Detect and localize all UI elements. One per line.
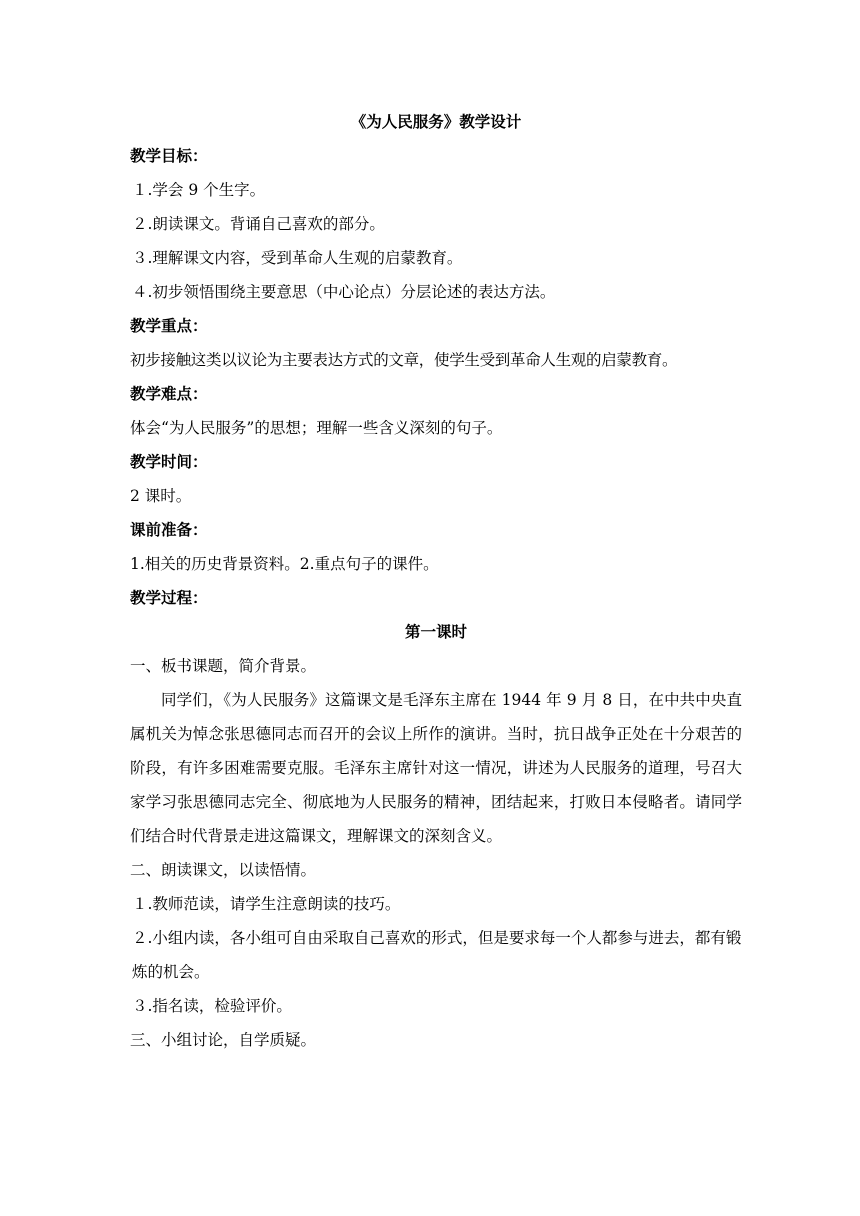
time-heading: 教学时间：: [130, 453, 208, 471]
section2-item-2: ２.小组内读，各小组可自由采取自己喜欢的形式，但是要求每一个人都参与进去，都有锻炼的机会。: [132, 929, 742, 981]
section1-paragraph: 同学们，《为人民服务》这篇课文是毛泽东主席在 1944 年 9 月 8 日，在中共中央直属机关为悼念张思德同志而召开的会议上所作的演讲。当时，抗日战争正处在十分艰苦的阶段，有许多困难需要克服。毛泽东主席针对这一情况，讲述为人民服务的道理，号召大家学习张思德同志完全、彻底地为人民服务的精神，团结起来，打败日本侵略者。请同学们结合时代背景走进这篇课文，理解课文的深刻含义。: [130, 691, 742, 845]
document-page: [130, 105, 742, 1057]
section2-item-3: ３.指名读，检验评价。: [132, 997, 292, 1015]
time-text: 2 课时。: [130, 487, 192, 505]
goals-heading: 教学目标：: [130, 147, 208, 165]
goal-item-4: ４.初步领悟围绕主要意思（中心论点）分层论述的表达方法。: [132, 283, 556, 301]
document-title: 《为人民服务》教学设计: [350, 113, 522, 131]
preparation-text: 1.相关的历史背景资料。2.重点句子的课件。: [130, 555, 439, 573]
difficulties-heading: 教学难点：: [130, 385, 208, 403]
difficulties-text: 体会“为人民服务”的思想；理解一些含义深刻的句子。: [130, 419, 503, 437]
key-points-heading: 教学重点：: [130, 317, 208, 335]
preparation-heading: 课前准备：: [130, 521, 208, 539]
section1-heading: 一、板书课题，简介背景。: [130, 657, 317, 675]
section2-item-1: １.教师范读，请学生注意朗读的技巧。: [132, 895, 401, 913]
process-heading: 教学过程：: [130, 589, 208, 607]
goal-item-2: ２.朗读课文。背诵自己喜欢的部分。: [132, 215, 385, 233]
lesson-title: 第一课时: [404, 623, 467, 641]
goal-item-1: １.学会 9 个生字。: [132, 181, 266, 199]
section2-heading: 二、朗读课文，以读悟情。: [130, 861, 317, 879]
goal-item-3: ３.理解课文内容，受到革命人生观的启蒙教育。: [132, 249, 463, 267]
key-points-text: 初步接触这类以议论为主要表达方式的文章，使学生受到革命人生观的启蒙教育。: [130, 351, 678, 369]
section3-heading: 三、小组讨论，自学质疑。: [130, 1031, 317, 1049]
